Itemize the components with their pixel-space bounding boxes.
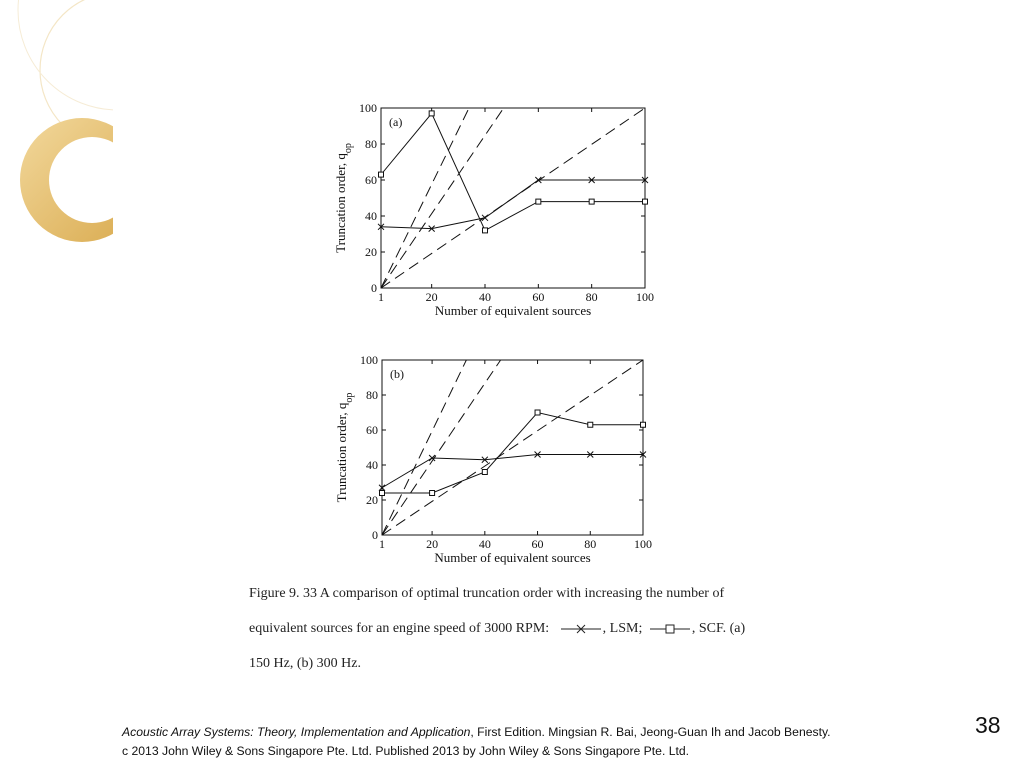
caption-line-3: 150 Hz, (b) 300 Hz. — [249, 656, 361, 671]
y-tick-label-a: 60 — [365, 173, 377, 187]
y-tick-label-b: 100 — [360, 353, 378, 367]
x-tick-label-b: 100 — [634, 537, 652, 551]
x-tick-label-b: 20 — [426, 537, 439, 551]
caption-text-2: equivalent sources for an engine speed of 3000 RPM: — [249, 621, 550, 636]
y-tick-label-b: 80 — [366, 388, 378, 402]
x-tick-label-a: 80 — [585, 290, 598, 304]
point-scf-b — [641, 422, 646, 427]
chart-panel-a — [320, 96, 660, 326]
chart-a-svg — [320, 96, 660, 326]
y-tick-label-a: 0 — [371, 281, 377, 295]
x-tick-label-b: 1 — [379, 537, 385, 551]
y-axis-label-subscript-b: op — [343, 392, 355, 403]
point-scf-a — [643, 199, 648, 204]
point-scf-a — [589, 199, 594, 204]
book-title: Acoustic Array Systems: Theory, Implementation and Application — [122, 725, 471, 739]
caption-line-2 — [249, 621, 745, 637]
x-axis-label-b: Number of equivalent sources — [434, 550, 591, 565]
x-tick-label-b: 60 — [531, 537, 544, 551]
citation-line-2: c 2013 John Wiley & Sons Singapore Pte. Ltd. Published 2013 by John Wiley & Sons Singapore Pte. Ltd. — [122, 744, 690, 758]
point-scf-a — [379, 172, 384, 177]
point-scf-a — [536, 199, 541, 204]
y-tick-label-a: 40 — [365, 209, 377, 223]
x-tick-label-a: 20 — [425, 290, 438, 304]
point-scf-b — [588, 422, 593, 427]
point-scf-a — [429, 111, 434, 116]
legend-lsm-swatch — [559, 623, 603, 635]
y-tick-label-a: 100 — [359, 101, 377, 115]
x-tick-label-b: 40 — [478, 537, 491, 551]
point-scf-b — [535, 410, 540, 415]
book-citation — [122, 723, 831, 761]
decorative-circles — [0, 0, 130, 260]
y-axis-label-a: Truncation order, $q_{op}$ — [333, 143, 354, 253]
y-tick-label-a: 20 — [365, 245, 377, 259]
x-tick-label-a: 60 — [532, 290, 545, 304]
x-tick-label-a: 1 — [378, 290, 384, 304]
y-tick-label-a: 80 — [365, 137, 377, 151]
caption-line-1: Figure 9. 33 A comparison of optimal truncation order with increasing the number of — [249, 586, 725, 601]
x-tick-label-a: 40 — [479, 290, 491, 304]
point-scf-a — [483, 228, 488, 233]
citation-rest: , First Edition. Mingsian R. Bai, Jeong-Guan Ih and Jacob Benesty. — [470, 725, 831, 739]
legend-scf-swatch — [648, 623, 692, 635]
y-tick-label-b: 40 — [366, 458, 378, 472]
y-tick-label-b: 20 — [366, 493, 378, 507]
point-scf-b — [482, 470, 487, 475]
x-tick-label-b: 80 — [584, 537, 597, 551]
point-scf-b — [380, 491, 385, 496]
point-scf-b — [430, 491, 435, 496]
panel-label-b: (b) — [390, 367, 404, 381]
y-tick-label-b: 0 — [372, 528, 378, 542]
decor-arc-outer — [18, 0, 130, 110]
y-tick-label-b: 60 — [366, 423, 378, 437]
y-axis-label-subscript-a: op — [342, 143, 354, 154]
chart-b-svg — [320, 348, 660, 570]
x-axis-label-a: Number of equivalent sources — [434, 303, 592, 318]
legend-lsm-label: , LSM; — [602, 621, 643, 636]
panel-label-a: (a) — [389, 115, 403, 129]
legend-scf-label: , SCF. (a) — [691, 621, 746, 636]
chart-panel-b — [320, 348, 660, 570]
page-number: 38 — [975, 712, 1001, 738]
citation-line-1 — [122, 723, 831, 742]
x-tick-label-a: 100 — [636, 290, 654, 304]
y-axis-label-b: Truncation order, $q_{op}$ — [334, 392, 355, 503]
